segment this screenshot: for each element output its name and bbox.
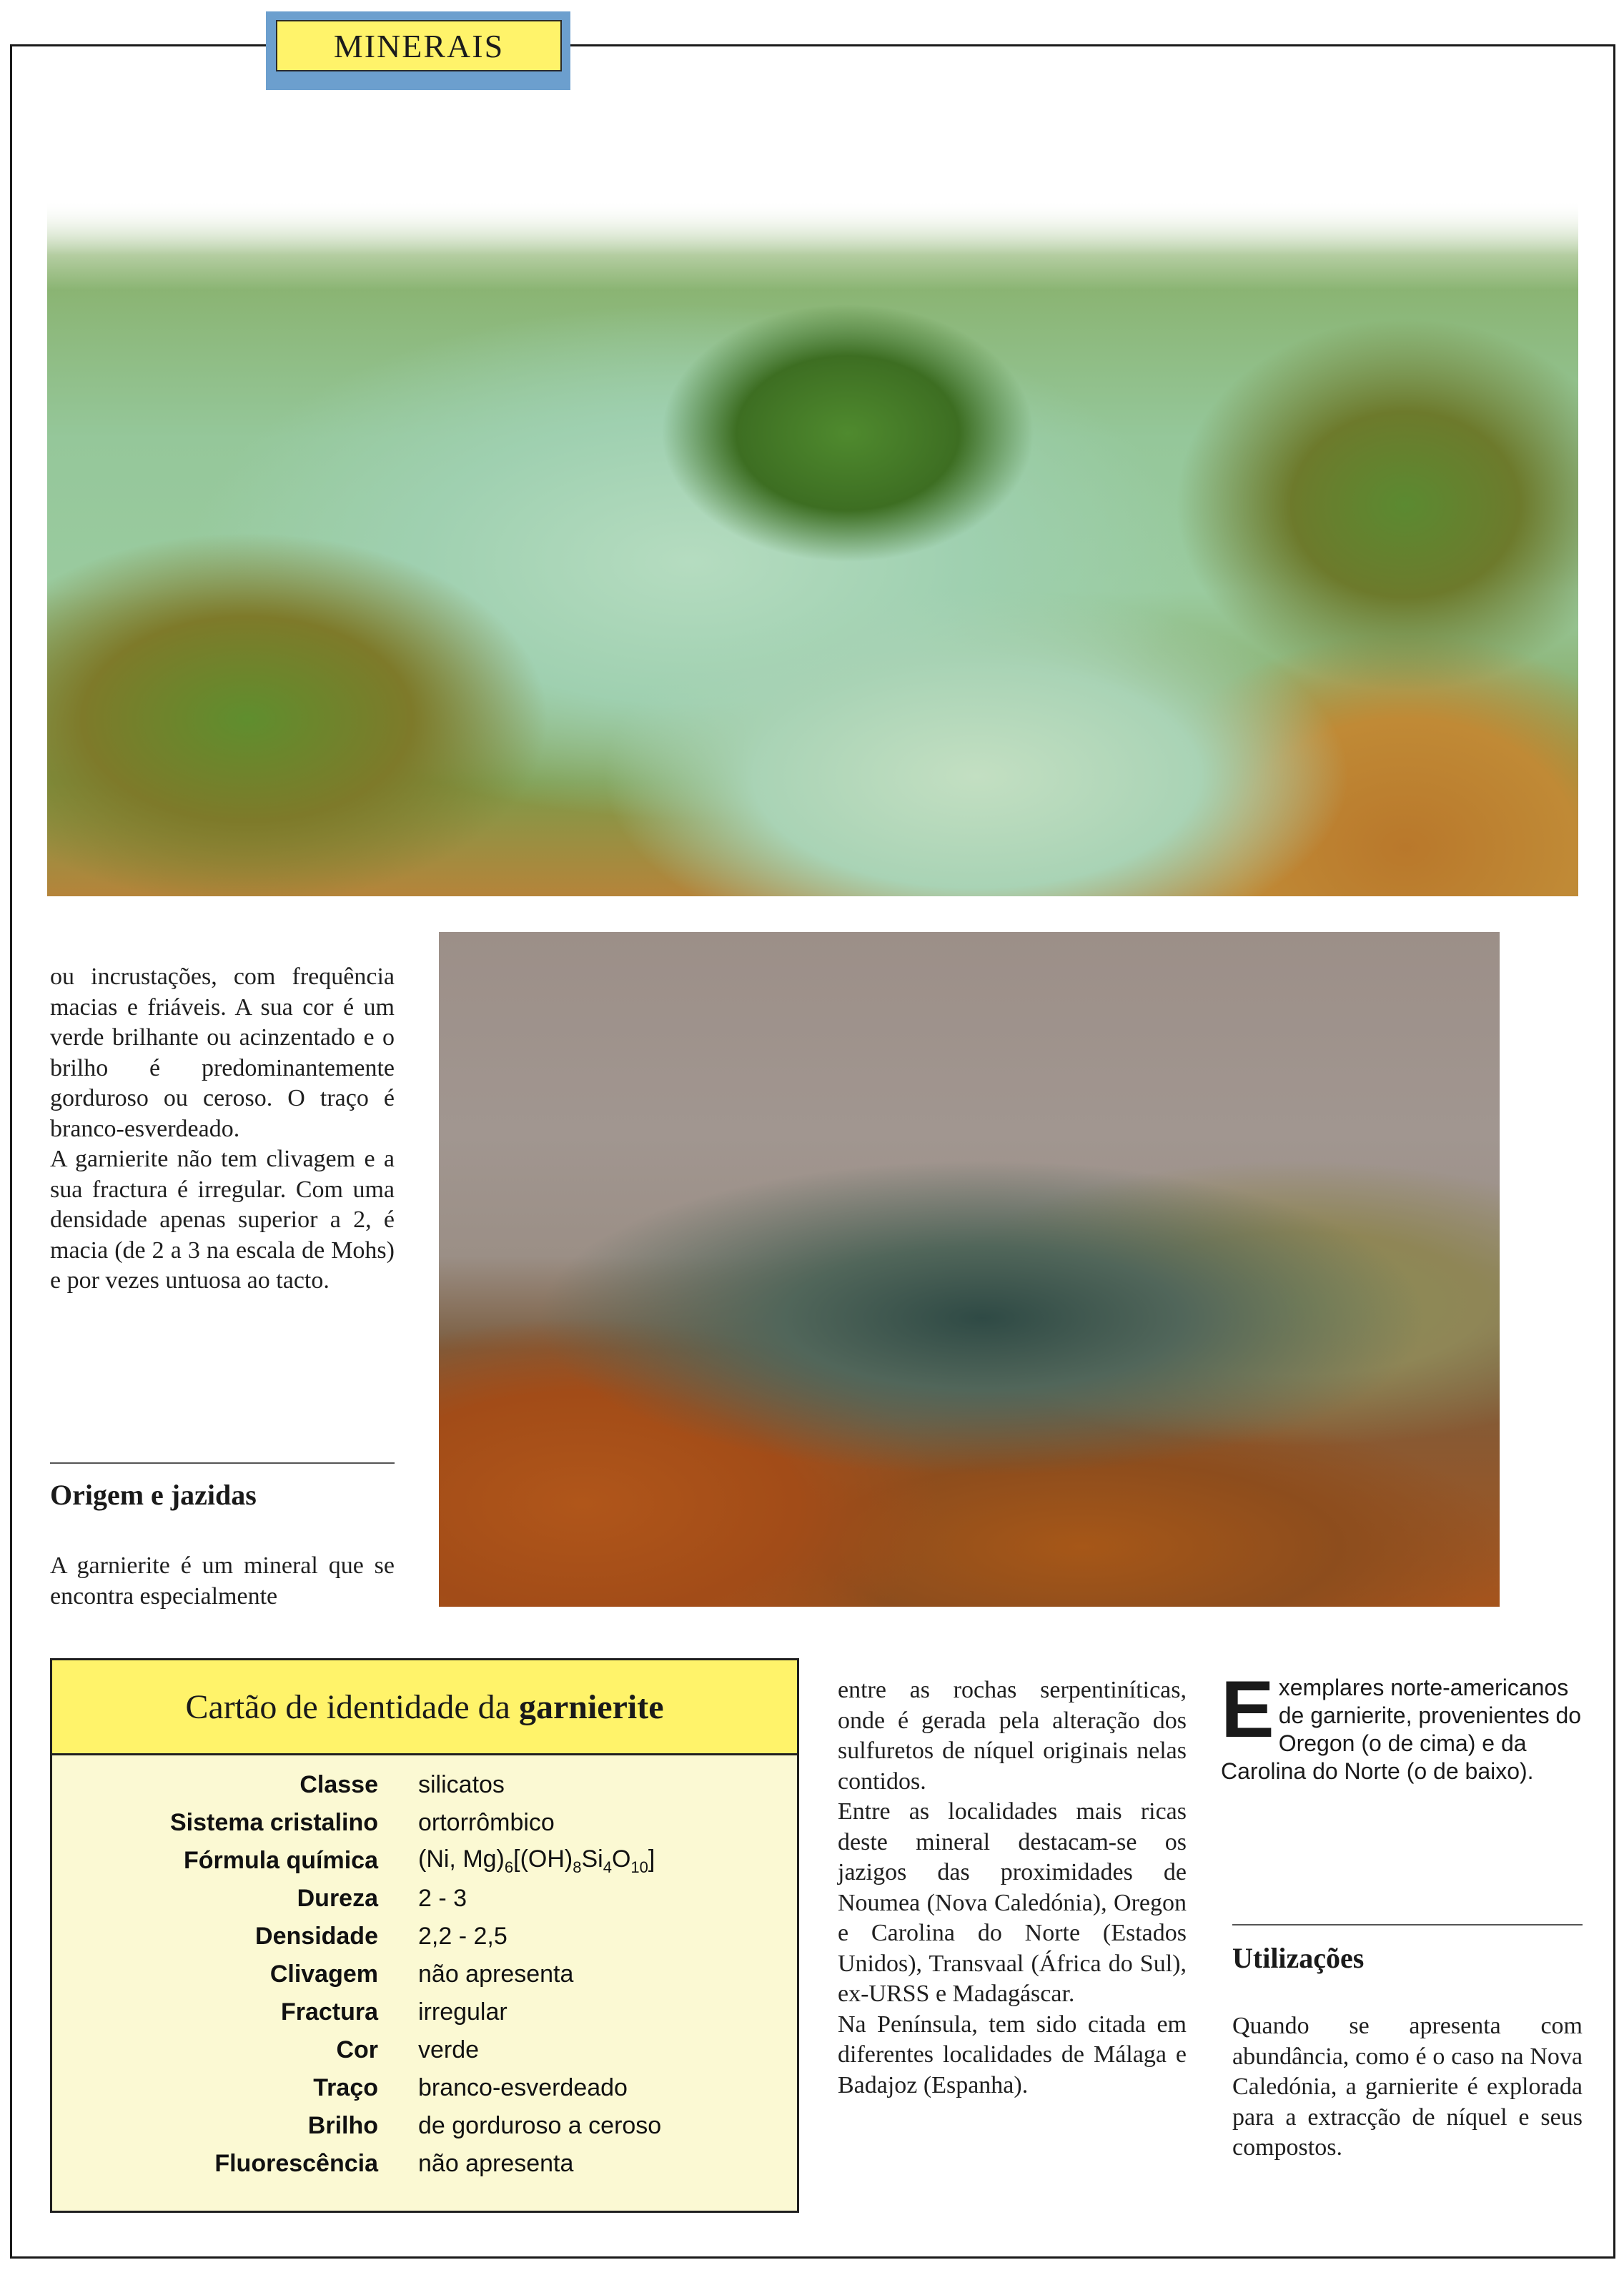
- identity-card-value: não apresenta: [418, 1961, 574, 1988]
- identity-card-row: [52, 1956, 797, 1993]
- identity-card-row: [52, 2031, 797, 2069]
- body-text-column-1-end: [50, 1551, 395, 1612]
- paragraph: entre as rochas serpentiníticas, onde é gerada pela alteração dos sulfuretos de níquel originais nelas contidos.: [838, 1677, 1187, 1795]
- divider: [50, 1462, 395, 1464]
- identity-card-key: Dureza: [297, 1885, 378, 1912]
- identity-card-value: verde: [418, 2036, 480, 2063]
- paragraph: Quando se apresenta com abundância, como é o caso na Nova Caledónia, a garnierite é explorada para a extracção de níquel e seus compostos.: [1232, 2013, 1583, 2161]
- identity-card-value: irregular: [418, 1998, 508, 2026]
- photo-garnierite-top: [47, 133, 1578, 896]
- caption-text: xemplares norte-americanos de garnierite, provenientes do Oregon (o de cima) e da Carolina do Norte (o de baixo).: [1221, 1675, 1582, 1784]
- identity-card-key: Fluorescência: [214, 2150, 378, 2177]
- identity-card-title-mineral: garnierite: [518, 1687, 664, 1726]
- identity-card-row: [52, 2145, 797, 2183]
- identity-card-row: [52, 1842, 797, 1880]
- identity-card-row: [52, 2069, 797, 2107]
- paragraph: Na Península, tem sido citada em diferentes localidades de Málaga e Badajoz (Espanha).: [838, 2011, 1187, 2098]
- caption-dropcap: E: [1221, 1665, 1274, 1754]
- paragraph: A garnierite é um mineral que se encontra especialmente: [50, 1552, 395, 1610]
- photo-garnierite-bottom: [439, 932, 1500, 1607]
- identity-card-row: [52, 2107, 797, 2145]
- identity-card-key: Cor: [336, 2036, 378, 2063]
- identity-card-key: Traço: [313, 2074, 378, 2101]
- identity-card-key: Fórmula química: [183, 1847, 378, 1874]
- body-text-column-3: [1232, 2011, 1583, 2164]
- identity-card-value: não apresenta: [418, 2150, 574, 2177]
- identity-card-title: [52, 1660, 797, 1755]
- identity-card-value: silicatos: [418, 1771, 505, 1798]
- photo-caption: [1221, 1665, 1593, 1785]
- identity-card-key: Fractura: [280, 1998, 378, 2026]
- paragraph: Entre as localidades mais ricas deste mineral destacam-se os jazigos das proximidades de Noumea (Nova Caledónia), Oregon e Carolina do Norte (Estados Unidos), Transvaal (África do Sul), ex-URSS e Madagáscar.: [838, 1798, 1187, 2007]
- identity-card-rows: [52, 1766, 797, 2183]
- identity-card-value: 2,2 - 2,5: [418, 1923, 508, 1950]
- identity-card-row: [52, 1918, 797, 1956]
- heading-utilizacoes: Utilizações: [1232, 1942, 1365, 1974]
- identity-card: [50, 1658, 799, 2213]
- identity-card-key: Classe: [299, 1771, 378, 1798]
- identity-card-row: [52, 1766, 797, 1804]
- identity-card-value: (Ni, $Mg)_6[(OH)_8Si_4O_{10}]$: [418, 1845, 655, 1876]
- identity-card-row: [52, 1804, 797, 1842]
- body-text-column-1: [50, 962, 395, 1297]
- heading-origem: Origem e jazidas: [50, 1479, 257, 1511]
- identity-card-key: Clivagem: [269, 1961, 378, 1988]
- body-text-column-2: [838, 1675, 1187, 2101]
- identity-card-row: [52, 1993, 797, 2031]
- identity-card-title-prefix: Cartão de identidade da: [185, 1687, 510, 1726]
- identity-card-value: ortorrômbico: [418, 1809, 555, 1836]
- paragraph: ou incrustações, com frequência macias e friáveis. A sua cor é um verde brilhante ou acinzentado e o brilho é predominantemente gorduroso ou ceroso. O traço é branco-esverdeado.: [50, 963, 395, 1142]
- identity-card-row: [52, 1880, 797, 1918]
- divider: [1232, 1924, 1583, 1925]
- identity-card-value: de gorduroso a ceroso: [418, 2112, 662, 2139]
- identity-card-value: 2 - 3: [418, 1885, 467, 1912]
- identity-card-key: Brilho: [307, 2112, 378, 2139]
- identity-card-value: branco-esverdeado: [418, 2074, 628, 2101]
- section-label: MINERAIS: [276, 20, 562, 71]
- identity-card-key: Densidade: [255, 1923, 378, 1950]
- paragraph: A garnierite não tem clivagem e a sua fractura é irregular. Com uma densidade apenas superior a 2, é macia (de 2 a 3 na escala de Mohs) e por vezes untuosa ao tacto.: [50, 1146, 395, 1294]
- identity-card-key: Sistema cristalino: [169, 1809, 378, 1836]
